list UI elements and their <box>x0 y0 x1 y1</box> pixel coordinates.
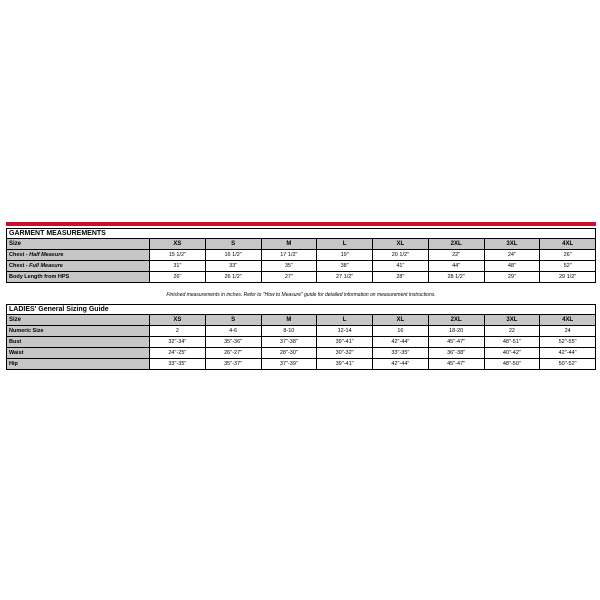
ladies-sizing-title: LADIES' General Sizing Guide <box>6 304 596 314</box>
size-column-header: M <box>261 315 317 326</box>
size-column-header: 3XL <box>484 315 540 326</box>
size-column-header: XS <box>150 315 206 326</box>
size-column-header: L <box>317 315 373 326</box>
table-cell: 31" <box>150 261 206 272</box>
row-label <box>7 261 150 272</box>
table-cell: 24" <box>484 250 540 261</box>
table-cell: 4-6 <box>205 326 261 337</box>
table-cell: 26" <box>150 272 206 283</box>
measurement-note: Finished measurements in inches. Refer to "How to Measure" guide for detailed information on measurement instructions. <box>166 292 436 298</box>
table-row <box>7 359 596 370</box>
row-label: Bust <box>7 337 150 348</box>
ladies-sizing-table <box>6 314 596 370</box>
row-label: Hip <box>7 359 150 370</box>
table-cell: 35" <box>261 261 317 272</box>
table-cell: 30"-32" <box>317 348 373 359</box>
table-row <box>7 348 596 359</box>
row-label: Waist <box>7 348 150 359</box>
table-cell: 20 1/2" <box>373 250 429 261</box>
ladies-sizing-section <box>6 304 596 370</box>
table-cell: 8-10 <box>261 326 317 337</box>
table-cell: 12-14 <box>317 326 373 337</box>
table-cell: 39"-41" <box>317 359 373 370</box>
garment-measurements-table <box>6 238 596 283</box>
table-cell: 42"-44" <box>540 348 596 359</box>
table-cell: 28" <box>373 272 429 283</box>
table-cell: 48"-51" <box>484 337 540 348</box>
header-row <box>7 315 596 326</box>
size-column-header: 2XL <box>428 315 484 326</box>
size-column-header: 4XL <box>540 239 596 250</box>
row-label-emphasis: Half Measure <box>29 252 64 258</box>
row-label <box>7 250 150 261</box>
size-column-header: 3XL <box>484 239 540 250</box>
size-column-header: M <box>261 239 317 250</box>
garment-measurements-title: GARMENT MEASUREMENTS <box>6 228 596 238</box>
table-cell: 26"-27" <box>205 348 261 359</box>
table-row <box>7 272 596 283</box>
table-cell: 28 1/2" <box>428 272 484 283</box>
table-cell: 42"-44" <box>373 359 429 370</box>
size-column-header: S <box>205 315 261 326</box>
size-column-header: XL <box>373 315 429 326</box>
table-row <box>7 250 596 261</box>
table-cell: 15 1/2" <box>150 250 206 261</box>
table-cell: 45"-47" <box>428 337 484 348</box>
table-cell: 29" <box>484 272 540 283</box>
table-row <box>7 326 596 337</box>
table-cell: 35"-36" <box>205 337 261 348</box>
garment-measurements-section <box>6 228 596 283</box>
size-column-header: S <box>205 239 261 250</box>
table-cell: 33"-35" <box>373 348 429 359</box>
table-cell: 19" <box>317 250 373 261</box>
size-column-header: L <box>317 239 373 250</box>
table-cell: 29 1/2" <box>540 272 596 283</box>
table-cell: 38" <box>317 261 373 272</box>
table-cell: 32"-34" <box>150 337 206 348</box>
table-cell: 40"-42" <box>484 348 540 359</box>
table-cell: 37"-39" <box>261 359 317 370</box>
table-cell: 28"-30" <box>261 348 317 359</box>
table-cell: 33"-35" <box>150 359 206 370</box>
table-row <box>7 261 596 272</box>
table-cell: 36"-38" <box>428 348 484 359</box>
table-cell: 18-20 <box>428 326 484 337</box>
row-label-emphasis: Full Measure <box>29 263 63 269</box>
size-column-header: 2XL <box>428 239 484 250</box>
table-row <box>7 337 596 348</box>
table-cell: 22" <box>428 250 484 261</box>
row-label <box>7 272 150 283</box>
table-cell: 37"-38" <box>261 337 317 348</box>
row-label-text: Body Length from HPS <box>9 274 70 280</box>
table-cell: 45"-47" <box>428 359 484 370</box>
table-cell: 16 <box>373 326 429 337</box>
size-header-cell: Size <box>7 239 150 250</box>
table-cell: 24"-25" <box>150 348 206 359</box>
table-cell: 48" <box>484 261 540 272</box>
size-header-cell: Size <box>7 315 150 326</box>
table-cell: 17 1/2" <box>261 250 317 261</box>
table-cell: 26 1/2" <box>205 272 261 283</box>
table-cell: 42"-44" <box>373 337 429 348</box>
table-cell: 27 1/2" <box>317 272 373 283</box>
table-cell: 16 1/2" <box>205 250 261 261</box>
size-column-header: 4XL <box>540 315 596 326</box>
table-cell: 52" <box>540 261 596 272</box>
size-column-header: XS <box>150 239 206 250</box>
table-cell: 50"-52" <box>540 359 596 370</box>
table-cell: 24 <box>540 326 596 337</box>
accent-bar <box>6 222 596 226</box>
size-column-header: XL <box>373 239 429 250</box>
table-cell: 2 <box>150 326 206 337</box>
row-label-text: Chest - <box>9 263 30 269</box>
row-label-text: Chest - <box>9 252 30 258</box>
header-row <box>7 239 596 250</box>
table-cell: 48"-50" <box>484 359 540 370</box>
table-cell: 26" <box>540 250 596 261</box>
table-cell: 52"-55" <box>540 337 596 348</box>
table-cell: 33" <box>205 261 261 272</box>
table-cell: 44" <box>428 261 484 272</box>
row-label: Numeric Size <box>7 326 150 337</box>
table-cell: 39"-41" <box>317 337 373 348</box>
table-cell: 27" <box>261 272 317 283</box>
table-cell: 22 <box>484 326 540 337</box>
table-cell: 35"-37" <box>205 359 261 370</box>
table-cell: 41" <box>373 261 429 272</box>
